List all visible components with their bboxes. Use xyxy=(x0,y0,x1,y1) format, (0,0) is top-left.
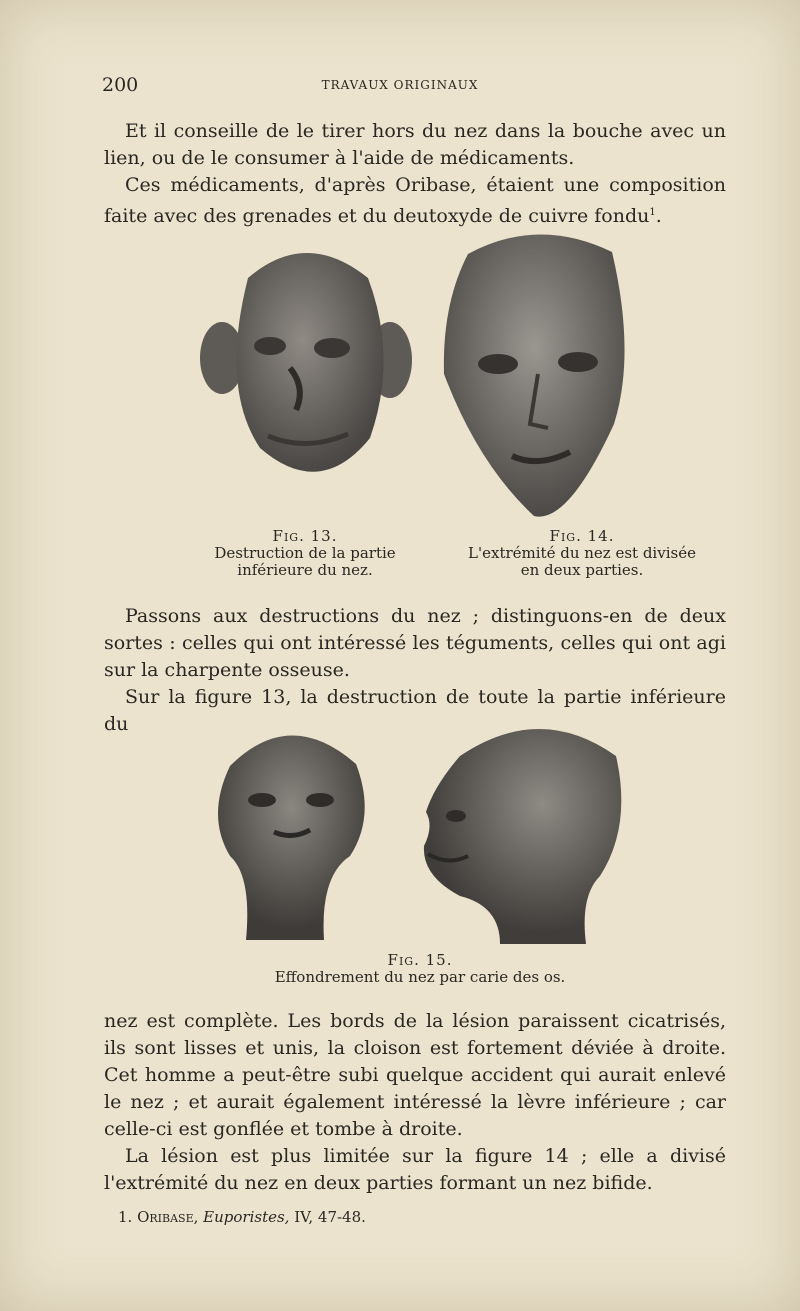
figure-14-caption xyxy=(412,528,752,579)
figure-15-right-image xyxy=(420,716,626,944)
figure-14-image xyxy=(438,224,632,522)
figure-14-label: Fig. 14. xyxy=(549,527,615,545)
figure-15-label: Fig. 15. xyxy=(387,951,453,969)
caption-line: L'extrémité du nez est divisée xyxy=(468,544,696,562)
paragraph: Passons aux destructions du nez ; distinguons-en de deux sortes : celles qui ont intéressé les téguments, celles qui ont agi sur la charpente osseuse. xyxy=(104,605,726,681)
paragraph: nez est complète. Les bords de la lésion paraissent cicatrisés, ils sont lisses et unis, la cloison est fortement déviée à droite. Cet homme a peut-être subi quelque accident qui aurait enlevé le nez ; et aurait également intéressé la lèvre inférieure ; car celle-ci est gonflée et tombe à droite. xyxy=(104,1010,726,1140)
page-number: 200 xyxy=(102,74,139,96)
text-block-top xyxy=(104,118,726,230)
figure-15-left-image xyxy=(210,716,372,940)
figure-15-caption xyxy=(200,952,640,986)
footnote-number: 1. xyxy=(118,1208,133,1226)
paragraph: Et il conseille de le tirer hors du nez dans la bouche avec un lien, ou de le consumer à l'aide de médicaments. xyxy=(104,120,726,169)
text-block-bottom xyxy=(104,1008,726,1197)
text-block-middle xyxy=(104,603,726,738)
running-head: TRAVAUX ORIGINAUX xyxy=(321,78,479,92)
footnote-author: Oribase, xyxy=(137,1208,199,1226)
footnote-ref: IV, 47-48. xyxy=(294,1208,366,1226)
figure-13-label: Fig. 13. xyxy=(272,527,338,545)
paragraph: Ces médicaments, d'après Oribase, étaient une composition faite avec des grenades et du deutoxyde de cuivre fondu$^1$. xyxy=(104,174,726,227)
caption-line: Destruction de la partie xyxy=(214,544,396,562)
caption-line: en deux parties. xyxy=(520,561,644,579)
caption-line: Effondrement du nez par carie des os. xyxy=(274,968,566,986)
paragraph: La lésion est plus limitée sur la figure 14 ; elle a divisé l'extrémité du nez en deux parties formant un nez bifide. xyxy=(104,1145,726,1194)
figure-13-image xyxy=(200,238,412,496)
footnote xyxy=(118,1208,366,1226)
paragraph: Sur la figure 13, la destruction de toute la partie inférieure du xyxy=(104,686,726,735)
footnote-title: Euporistes, xyxy=(203,1208,290,1226)
footnote-marker: 1 xyxy=(649,207,656,218)
caption-line: inférieure du nez. xyxy=(237,561,373,579)
